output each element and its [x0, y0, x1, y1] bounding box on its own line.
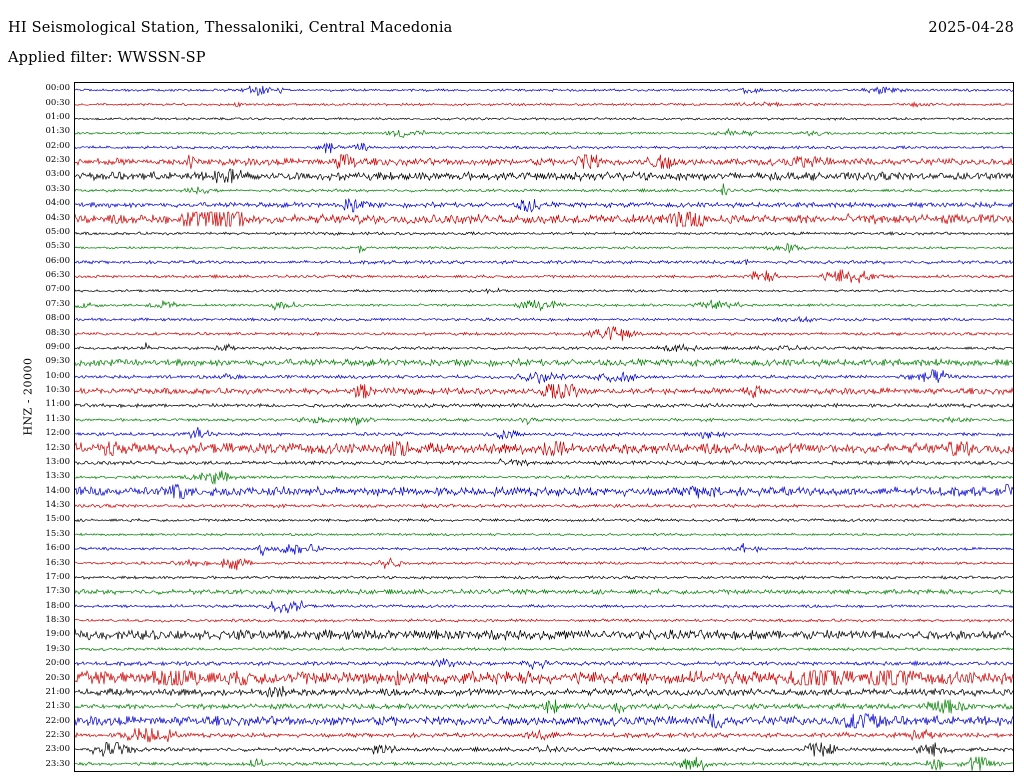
y-axis-tick-labels	[0, 82, 74, 772]
seismogram-trace	[75, 212, 1013, 226]
seismogram-trace	[75, 403, 1013, 407]
tick-label: 15:30	[45, 528, 70, 539]
tick-label: 07:00	[45, 284, 70, 295]
seismogram-trace	[75, 686, 1013, 697]
seismogram-trace	[75, 118, 1013, 121]
tick-label: 03:30	[45, 183, 70, 194]
tick-label: 14:30	[45, 500, 70, 511]
seismogram-trace	[75, 183, 1013, 195]
seismogram-trace	[75, 384, 1013, 398]
seismogram-trace	[75, 300, 1013, 310]
tick-label: 22:30	[45, 730, 70, 741]
tick-label: 03:00	[45, 169, 70, 180]
tick-label: 09:00	[45, 341, 70, 352]
seismogram-trace	[75, 484, 1013, 498]
seismogram-trace	[75, 129, 1013, 137]
tick-label: 23:30	[45, 758, 70, 769]
tick-label: 04:00	[45, 198, 70, 209]
seismogram-trace	[75, 519, 1013, 522]
tick-label: 08:00	[45, 313, 70, 324]
seismogram-trace	[75, 244, 1013, 254]
tick-label: 20:00	[45, 658, 70, 669]
tick-label: 01:00	[45, 111, 70, 122]
seismogram-trace	[75, 658, 1013, 669]
seismogram-trace	[75, 601, 1013, 613]
tick-label: 00:00	[45, 83, 70, 94]
seismogram-trace	[75, 155, 1013, 169]
seismogram-trace	[75, 143, 1013, 153]
seismogram-trace	[75, 169, 1013, 183]
seismogram-trace	[75, 648, 1013, 651]
record-date: 2025-04-28	[928, 20, 1014, 36]
tick-label: 15:00	[45, 514, 70, 525]
seismogram-trace	[75, 288, 1013, 293]
tick-label: 17:00	[45, 571, 70, 582]
tick-label: 13:30	[45, 471, 70, 482]
tick-label: 12:30	[45, 442, 70, 453]
seismogram-trace	[75, 358, 1013, 366]
seismogram-trace	[75, 232, 1013, 235]
tick-label: 02:00	[45, 140, 70, 151]
seismogram-trace	[75, 714, 1013, 728]
tick-label: 11:00	[45, 399, 70, 410]
tick-label: 16:30	[45, 557, 70, 568]
seismogram-trace	[75, 86, 1013, 96]
seismogram-trace	[75, 102, 1013, 107]
tick-label: 05:30	[45, 241, 70, 252]
y-axis-label: HNZ - 20000	[21, 357, 35, 436]
seismogram-trace	[75, 370, 1013, 383]
tick-label: 22:00	[45, 715, 70, 726]
tick-label: 00:30	[45, 97, 70, 108]
tick-label: 04:30	[45, 212, 70, 223]
seismogram-trace	[75, 757, 1013, 771]
seismogram-trace	[75, 441, 1013, 455]
tick-label: 18:00	[45, 600, 70, 611]
seismogram-trace	[75, 327, 1013, 341]
tick-label: 09:30	[45, 356, 70, 367]
seismogram-trace	[75, 699, 1013, 713]
tick-label: 06:00	[45, 255, 70, 266]
tick-label: 21:00	[45, 686, 70, 697]
tick-label: 19:00	[45, 629, 70, 640]
tick-label: 01:30	[45, 126, 70, 137]
tick-label: 17:30	[45, 586, 70, 597]
seismogram-trace	[75, 589, 1013, 594]
tick-label: 20:30	[45, 672, 70, 683]
seismogram-trace	[75, 629, 1013, 640]
seismogram-trace	[75, 260, 1013, 265]
tick-label: 19:30	[45, 643, 70, 654]
tick-label: 23:00	[45, 744, 70, 755]
tick-label: 21:30	[45, 701, 70, 712]
tick-label: 07:30	[45, 298, 70, 309]
seismogram-trace	[75, 427, 1013, 439]
seismogram-trace	[75, 269, 1013, 283]
tick-label: 12:00	[45, 428, 70, 439]
tick-label: 10:30	[45, 385, 70, 396]
tick-label: 10:00	[45, 370, 70, 381]
tick-label: 18:30	[45, 615, 70, 626]
seismogram-trace	[75, 558, 1013, 570]
tick-label: 16:00	[45, 543, 70, 554]
seismogram-plot	[74, 82, 1014, 772]
applied-filter-label: Applied filter: WWSSN-SP	[8, 50, 206, 66]
seismogram-trace	[75, 471, 1013, 485]
tick-label: 05:00	[45, 226, 70, 237]
seismogram-trace	[75, 728, 1013, 742]
tick-label: 06:30	[45, 270, 70, 281]
tick-label: 11:30	[45, 413, 70, 424]
seismogram-trace	[75, 619, 1013, 622]
seismogram-trace	[75, 543, 1013, 556]
seismogram-trace	[75, 533, 1013, 536]
seismogram-trace	[75, 742, 1013, 756]
seismogram-trace	[75, 417, 1013, 425]
tick-label: 14:00	[45, 485, 70, 496]
tick-label: 02:30	[45, 155, 70, 166]
page-title: HI Seismological Station, Thessaloniki, Central Macedonia	[8, 20, 453, 36]
seismogram-trace	[75, 317, 1013, 322]
seismogram-trace	[75, 504, 1013, 508]
seismogram-trace	[75, 671, 1013, 685]
seismogram-trace	[75, 199, 1013, 212]
seismogram-trace	[75, 576, 1013, 579]
seismogram-trace	[75, 459, 1013, 466]
tick-label: 08:30	[45, 327, 70, 338]
seismogram-trace	[75, 342, 1013, 351]
tick-label: 13:00	[45, 456, 70, 467]
